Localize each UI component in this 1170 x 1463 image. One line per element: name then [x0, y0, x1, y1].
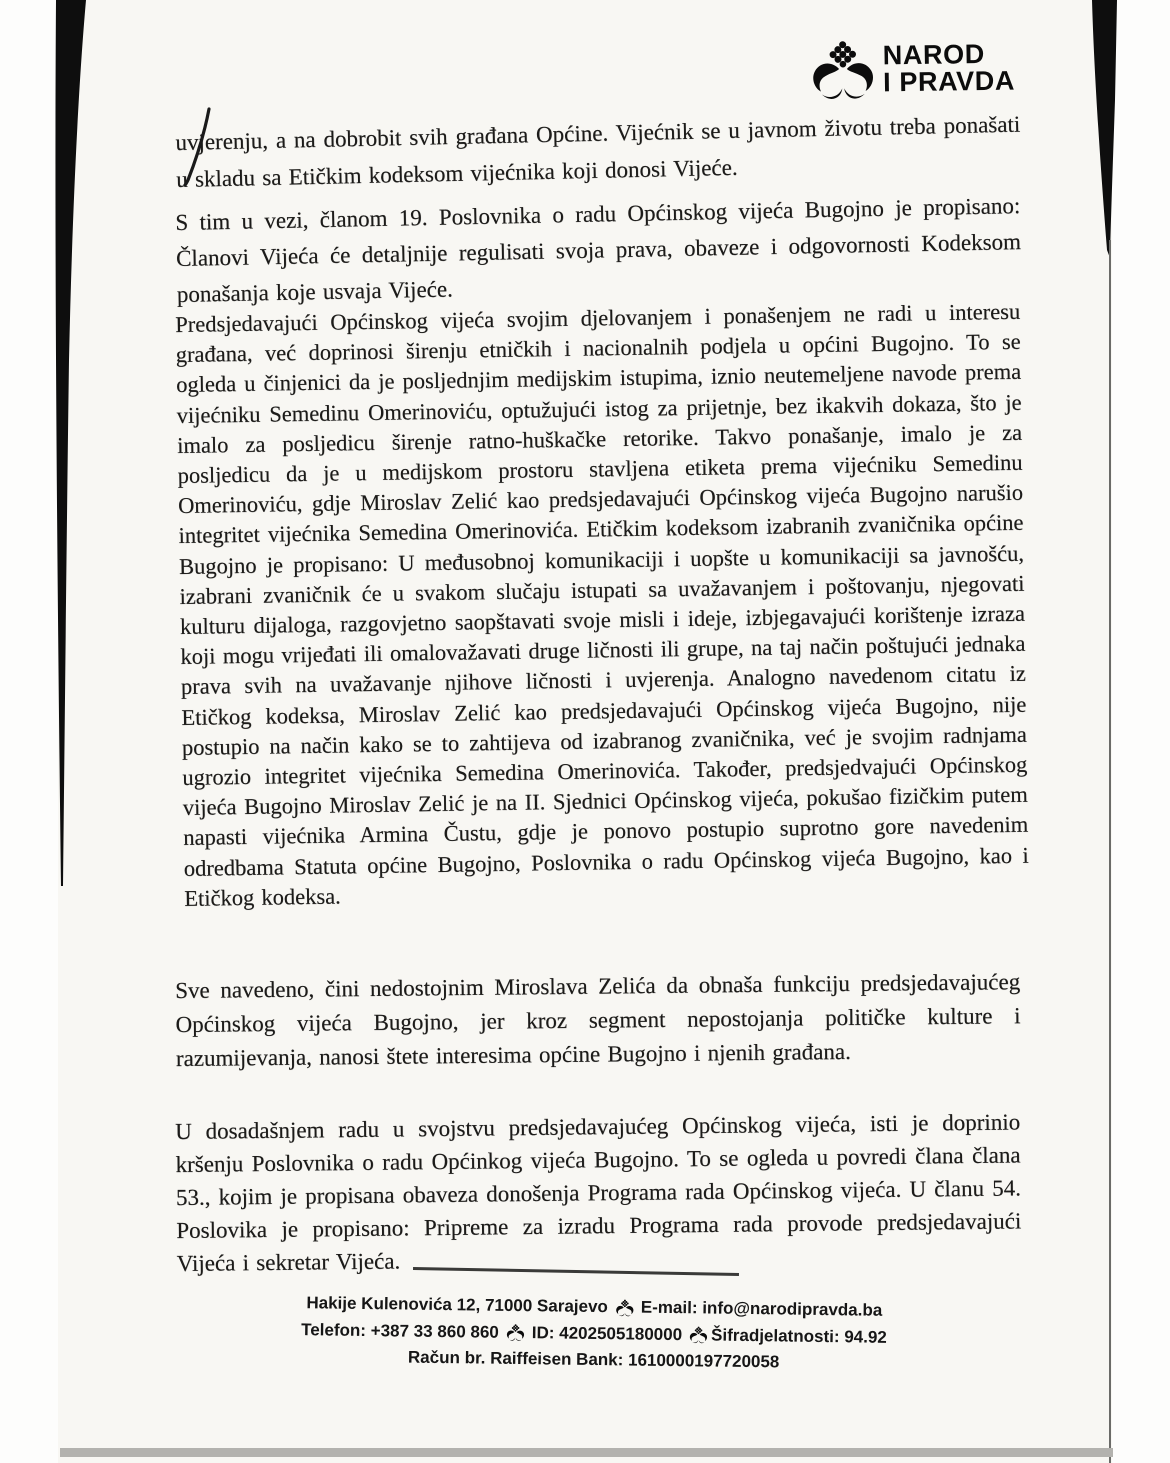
paragraph-1: uvjerenju, a na dobrobit svih građana Općine. Vijećnik se u javnom životu treba ponašati u skladu sa Etičkim kodeksom vijećnika koji donosi Vijeće. [175, 111, 1021, 192]
paragraph-4: Sve navedeno, čini nedostojnim Miroslava Zelića da obnaša funkciju predsjedavajućeg Općinskog vijeća Bugojno, jer kroz segment nepostojanja političke kulture i razumijevanja, nanosi štete interesima općine Bugojno i njenih građana. [175, 969, 1021, 1071]
footer-activity-code: Šifradjelatnosti: 94.92 [710, 1325, 887, 1347]
footer-email: E-mail: info@narodipravda.ba [640, 1297, 883, 1321]
party-logo-mini-icon [506, 1323, 525, 1342]
footer [244, 1289, 945, 1378]
party-logo-text [882, 38, 1016, 98]
party-logo-icon [810, 37, 877, 104]
paragraph-3: Predsjedavajući Općinskog vijeća svojim djelovanjem i ponašenjem ne radi u interesu građana, već doprinosi širenju etničkih i nacionalnih podjela u općini Bugojno. To se ogleda u činjenici da je posljednjim medijskim istupima, iznio neutemeljene navode prema vijećniku Semedinu Omerinoviću, optužujući istog za prijetnje, bez ikakvih dokaza, što je imalo za posljedicu širenje ratno-huškačke retorike. Takvo ponašanje, imalo je za posljedicu da je u medijskom prostoru stavljena etiketa prema vijećniku Semedinu Omerinoviću, gdje Miroslav Zelić kao predsjedavajući Općinskog vijeća Bugojno narušio integritet vijećnika Semedina Omerinovića. Etičkim kodeksom izabranih zvaničnika općine Bugojno je propisano: U međusobnoj komunikaciji i uopšte u komunikaciji sa javnošću, izabrani zvaničnik će u svakom slučaju istupati sa uvažavanjem i poštovanju, njegovati kulturu dijaloga, razgovjetno saopštavati svoje misli i ideje, izbjegavajući korištenje izraza koji mogu vrijeđati ili omalovažavati druge ličnosti ili grupe, na taj način poštujući jednaka prava svih na uvažavanje njihove ličnosti i uvjerenja. Analogno navedenom citatu iz Etičkog kodeksa, Miroslav Zelić kao predsjedavajući Općinskog vijeća Bugojno, nije postupio na način kako se to zahtijeva od izabranog zvaničnika, već je svojim radnjama ugrozio integritet vijećnika Semedina Omerinovića. Također, predsjedvajući Općinskog vijeća Bugojno Miroslav Zelić je na II. Sjednici Općinskog vijeća, pokušao fizičkim putem napasti vijećnika Armina Čustu, gdje je ponovo postupio suprotno gore navedenim odredbama Statuta općine Bugojno, Poslovnika o radu Općinskog vijeća Bugojno, kao i Etičkog kodeksa. [175, 298, 1029, 911]
footer-phone: Telefon: +387 33 860 860 [301, 1319, 499, 1342]
party-logo-line2: I PRAVDA [882, 65, 1016, 98]
paragraph-2: S tim u vezi, članom 19. Poslovnika o radu Općinskog vijeća Bugojno je propisano: Članovi Vijeća će detaljnije regulisati svoja prava, obaveze i odgovornosti Kodeksom ponašanja koje usvaja Vijeće. [175, 193, 1022, 307]
party-logo-mini-icon [689, 1325, 708, 1344]
paragraph-5: U dosadašnjem radu u svojstvu predsjedavajućeg Općinskog vijeća, isti je doprinio kršenju Poslovnika o radu Općinkog vijeća Bugojno. To se ogleda u povredi člana člana 53., kojim je propisana obaveza donošenja Programa rada Općinskog vijeća. U članu 54. Poslovika je propisano: Pripreme za izradu Programa rada provode predsjedavajući Vijeća i sekretar Vijeća. [175, 1109, 1022, 1276]
footer-bank-account: Račun br. Raiffeisen Bank: 1610000197720058 [407, 1347, 780, 1372]
party-logo [810, 35, 1016, 104]
party-logo-line1: NAROD [882, 38, 986, 71]
party-logo-mini-icon [615, 1298, 634, 1317]
footer-id: ID: 4202505180000 [531, 1322, 683, 1344]
footer-address: Hakije Kulenovića 12, 71000 Sarajevo [306, 1293, 609, 1317]
